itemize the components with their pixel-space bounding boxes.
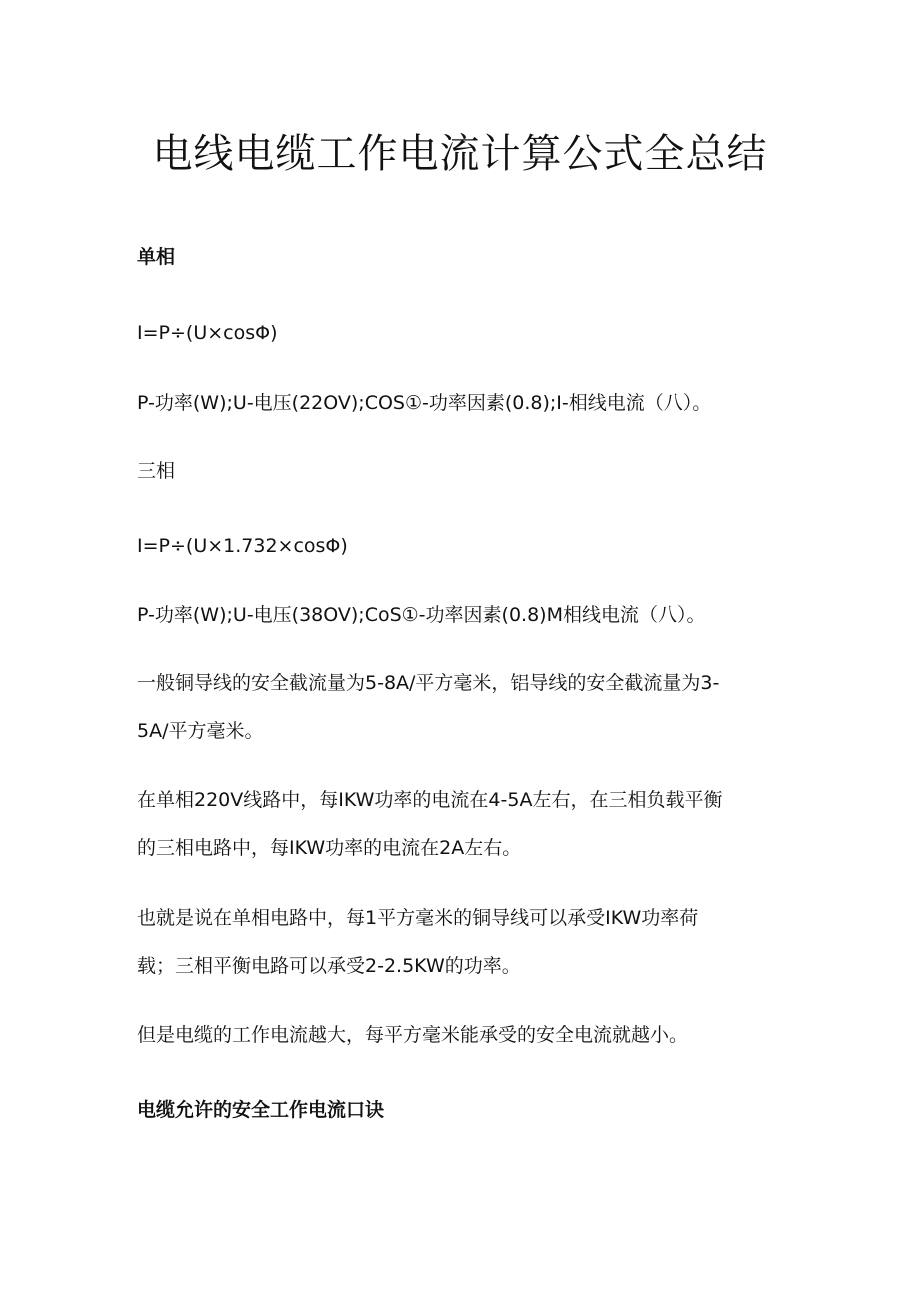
heading-three-phase: 三相 xyxy=(137,460,176,482)
legend-three-phase: P-功率(W);U-电压(38OV);CoS①-功率因素(0.8)M相线电流（八）。 xyxy=(137,604,706,626)
capacity-line-2: 载；三相平衡电路可以承受2-2.5KW的功率。 xyxy=(137,955,521,977)
capacity-line-1: 也就是说在单相电路中，每1平方毫米的铜导线可以承受IKW功率荷 xyxy=(137,907,699,929)
formula-single-phase: I=P÷(U×cosΦ) xyxy=(137,322,278,344)
safe-current-line-1: 一般铜导线的安全截流量为5-8A/平方毫米，铝导线的安全截流量为3- xyxy=(137,672,720,694)
heading-single-phase: 单相 xyxy=(137,246,176,268)
legend-single-phase: P-功率(W);U-电压(22OV);COS①-功率因素(0.8);I-相线电流（八）。 xyxy=(137,392,712,414)
formula-three-phase: I=P÷(U×1.732×cosΦ) xyxy=(137,535,348,557)
heading-safe-current-rhyme: 电缆允许的安全工作电流口诀 xyxy=(137,1099,385,1121)
safe-current-line-2: 5A/平方毫米。 xyxy=(137,720,264,742)
document-title: 电线电缆工作电流计算公式全总结 xyxy=(152,131,768,177)
note-line: 但是电缆的工作电流越大，每平方毫米能承受的安全电流就越小。 xyxy=(137,1024,689,1046)
per-kw-line-1: 在单相220V线路中，每IKW功率的电流在4-5A左右，在三相负载平衡 xyxy=(137,789,723,811)
per-kw-line-2: 的三相电路中，每IKW功率的电流在2A左右。 xyxy=(137,837,522,859)
